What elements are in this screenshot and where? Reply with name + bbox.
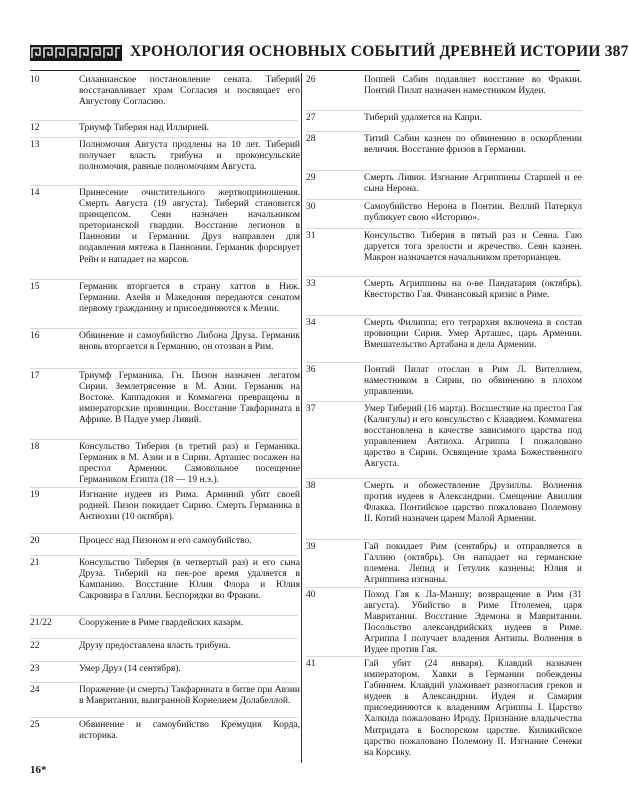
entry-year: 34	[306, 318, 316, 328]
entry-year: 21/22	[30, 618, 52, 628]
entry-separator	[30, 185, 298, 186]
entry-year: 12	[30, 123, 40, 133]
entry-year: 15	[30, 282, 40, 292]
entry-text: Смерть Агриппины на о-ве Пандатария (октябрь). Квесторство Гая. Финансовый кризис в Риме.	[364, 279, 582, 301]
entry-separator	[30, 487, 298, 488]
entry-separator	[30, 555, 298, 556]
entry-text: Консульство Тиберия (в четвертый раз) и его сына Друза. Тиберий на пек-рое время удаляется в Кампанию. Восстание Юлия Флора и Юлия Сакровира в Галлии. Беспорядки во Фракии.	[79, 558, 300, 602]
entry-year: 14	[30, 188, 40, 198]
entry-text: Самоубийство Нерона в Понтии. Веллий Патеркул публикует свою «Историю».	[364, 202, 582, 224]
entry-year: 24	[30, 685, 40, 695]
entry-text: Силанианское постановление сената. Тиберий восстанавливает храм Согласия и посвящает его Августову Согласию.	[79, 75, 300, 108]
entry-text: Гай покидает Рим (сентябрь) и отправляется в Галлию (октябрь). Он нападает на германские племена. Лепид и Гетулик казнены; Юлия и Агриппина изгнаны.	[364, 542, 582, 586]
entry-text: Полномочия Августа продлены на 10 лет. Тиберий получает власть трибуна и проконсульские полномочия, равные полномочиям Августа.	[79, 140, 300, 173]
entry-year: 41	[306, 659, 316, 669]
entry-text: Смерть Филиппа; его тетрархия включена в состав провинции Сирия. Умер Арташес, царь Армении. Вмешательство Артабана в дела Армении.	[364, 318, 582, 351]
entry-year: 29	[306, 173, 316, 183]
entry-text: Консульство Тиберия в пятый раз и Сеяна. Гаю даруется тога зрелости и жречество. Сеян казнен. Макрон назначается начальником преторианцев.	[364, 231, 582, 264]
entry-year: 33	[306, 279, 316, 289]
entry-text: Обвинение и самоубийство Кремуция Корда, историка.	[79, 720, 300, 742]
entry-text: Тиберий удаляется на Капри.	[364, 113, 482, 123]
entry-separator	[306, 401, 582, 402]
entry-separator	[30, 137, 298, 138]
entry-separator	[30, 279, 298, 280]
entry-separator	[306, 587, 582, 588]
signature-mark: 16*	[30, 764, 47, 776]
entry-text: Гай убит (24 января). Клавдий назначен императором. Хавки в Германии побеждены Габинием. Клавдий улаживает разногласия греков и иудеев в Александрии. Иудея и Самария присоединяются к владениям Агриппы I. Царство Халкида пожаловано Ироду. Признание владычества Митридата в Боспорском царстве. Киликийское царство пожаловано Полемону II. Изгнание Сенеки на Корсику.	[364, 659, 582, 758]
entry-text: Друзу предоставлена власть трибуна.	[79, 641, 231, 651]
entry-year: 28	[306, 134, 316, 144]
entry-separator	[306, 276, 582, 277]
entry-text: Умер Тиберий (16 марта). Восшествие на престол Гая (Калигулы) и его консульство с Клавдием. Коммагена восстановлена в качестве зависимого царства под управлением Антиоха. Агриппа I пожаловано царство в Сирии. Освящение храма Божественного Августа.	[364, 404, 582, 470]
entry-year: 17	[30, 371, 40, 381]
greek-key-ornament-icon	[30, 45, 122, 61]
entry-separator	[306, 199, 582, 200]
entry-separator	[306, 315, 582, 316]
entry-separator	[30, 682, 298, 683]
entry-separator	[30, 533, 298, 534]
entry-text: Умер Друз (14 сентября).	[79, 664, 181, 674]
entry-text: Триумф Германика. Гн. Пизон назначен легатом Сирии. Землетрясение в М. Азии. Германик на Востоке. Каппадокия и Коммагена превращены в императорские провинции. Восстание Такфарината в Африке. В Падуе умер Ливий.	[79, 371, 300, 426]
entry-text: Принесение очистительного жертвоприношения. Смерть Августа (19 августа). Тиберий становится принцепсом. Сеян назначен начальником преторианской гвардии. Восстание легионов в Паннонии и Германии. Друз направлен для подавления мятежа в Паннонии. Германик форсирует Рейн и нападает на марсов.	[79, 188, 300, 265]
entry-separator	[30, 328, 298, 329]
entry-year: 23	[30, 664, 40, 674]
entry-year: 20	[30, 536, 40, 546]
entry-year: 37	[306, 404, 316, 414]
entry-separator	[30, 120, 298, 121]
entry-text: Германик вторгается в страну хаттов в Ниж. Германии. Ахейя и Македония передаются сенатом первому гражданину и присоединяются к Мезии.	[79, 282, 300, 315]
entry-text: Понтий Пилат отослан в Рим Л. Вителлием, наместником в Сирии, по обвинению в плохом управлении.	[364, 365, 582, 398]
entry-text: Консульство Тиберия (в третий раз) и Германика. Германик в М. Азии и в Сирии. Арташес посажен на престол Армении. Самовольное посещение Германиком Египта (18 — 19 н.э.).	[79, 442, 300, 486]
entry-year: 30	[306, 202, 316, 212]
entry-year: 31	[306, 231, 316, 241]
entry-year: 19	[30, 490, 40, 500]
entry-year: 22	[30, 641, 40, 651]
header-rule	[30, 70, 580, 71]
entry-separator	[306, 170, 582, 171]
chapter-title: ХРОНОЛОГИЯ ОСНОВНЫХ СОБЫТИЙ ДРЕВНЕЙ ИСТОРИИ	[130, 43, 601, 60]
entry-separator	[306, 228, 582, 229]
entry-separator	[30, 439, 298, 440]
entry-year: 25	[30, 720, 40, 730]
entry-year: 21	[30, 558, 40, 568]
entry-text: Сооружение в Риме гвардейских казарм.	[79, 618, 244, 628]
entry-separator	[306, 362, 582, 363]
page-number: 387	[604, 43, 629, 60]
running-title	[130, 42, 629, 62]
entry-text: Смерть и обожествление Друзиллы. Волнения против иудеев в Александрии. Смещение Авиллия Флакка. Понтийское царство пожаловано Полемону II. Котий назначен царем Малой Армении.	[364, 481, 582, 525]
entry-separator	[306, 110, 582, 111]
entry-separator	[30, 368, 298, 369]
entry-separator	[306, 656, 582, 657]
entry-separator	[306, 478, 582, 479]
entry-separator	[30, 615, 298, 616]
column-divider	[301, 73, 302, 763]
entry-year: 36	[306, 365, 316, 375]
entry-text: Процесс над Пизоном и его самоубийство.	[79, 536, 252, 546]
entry-separator	[30, 717, 298, 718]
entry-separator	[306, 539, 582, 540]
entry-year: 13	[30, 140, 40, 150]
entry-year: 16	[30, 331, 40, 341]
entry-year: 27	[306, 113, 316, 123]
entry-year: 40	[306, 590, 316, 600]
entry-separator	[30, 661, 298, 662]
entry-text: Поражение (и смерть) Такфарината в битве при Авзии в Мавритании, выигранной Корнелием Долабеллой.	[79, 685, 300, 707]
entry-text: Триумф Тиберия над Иллирией.	[79, 123, 210, 133]
entry-text: Титий Сабин казнен по обвинению в оскорблении величия. Восстание фризов в Германии.	[364, 134, 582, 156]
entry-text: Смерть Ливии. Изгнание Агриппины Старшей и ее сына Нерона.	[364, 173, 582, 195]
entry-text: Поппей Сабин подавляет восстание во Фракии. Понтий Пилат назначен наместником Иудеи.	[364, 75, 582, 97]
entry-text: Обвинение и самоубийство Либона Друза. Германик вновь вторгается в Германию, он отозван в Рим.	[79, 331, 300, 353]
entry-year: 38	[306, 481, 316, 491]
entry-year: 18	[30, 442, 40, 452]
entry-separator	[306, 131, 582, 132]
entry-text: Поход Гая к Ла-Маншу; возвращение в Рим (31 августа). Убийство в Риме Птолемея, царя Мавритании. Восстание Эдемона в Мавритании. Посольство александрийских иудеев в Риме. Агриппа I получает владения Антипы. Волнения в Иудее против Гая.	[364, 590, 582, 656]
entry-year: 10	[30, 75, 40, 85]
page-header	[30, 42, 629, 64]
entry-year: 39	[306, 542, 316, 552]
entry-year: 26	[306, 75, 316, 85]
entry-separator	[30, 638, 298, 639]
entry-text: Изгнание иудеев из Рима. Арминий убит своей родней. Пизон покидает Сирию. Смерть Германика в Антиохии (10 октября).	[79, 490, 300, 523]
